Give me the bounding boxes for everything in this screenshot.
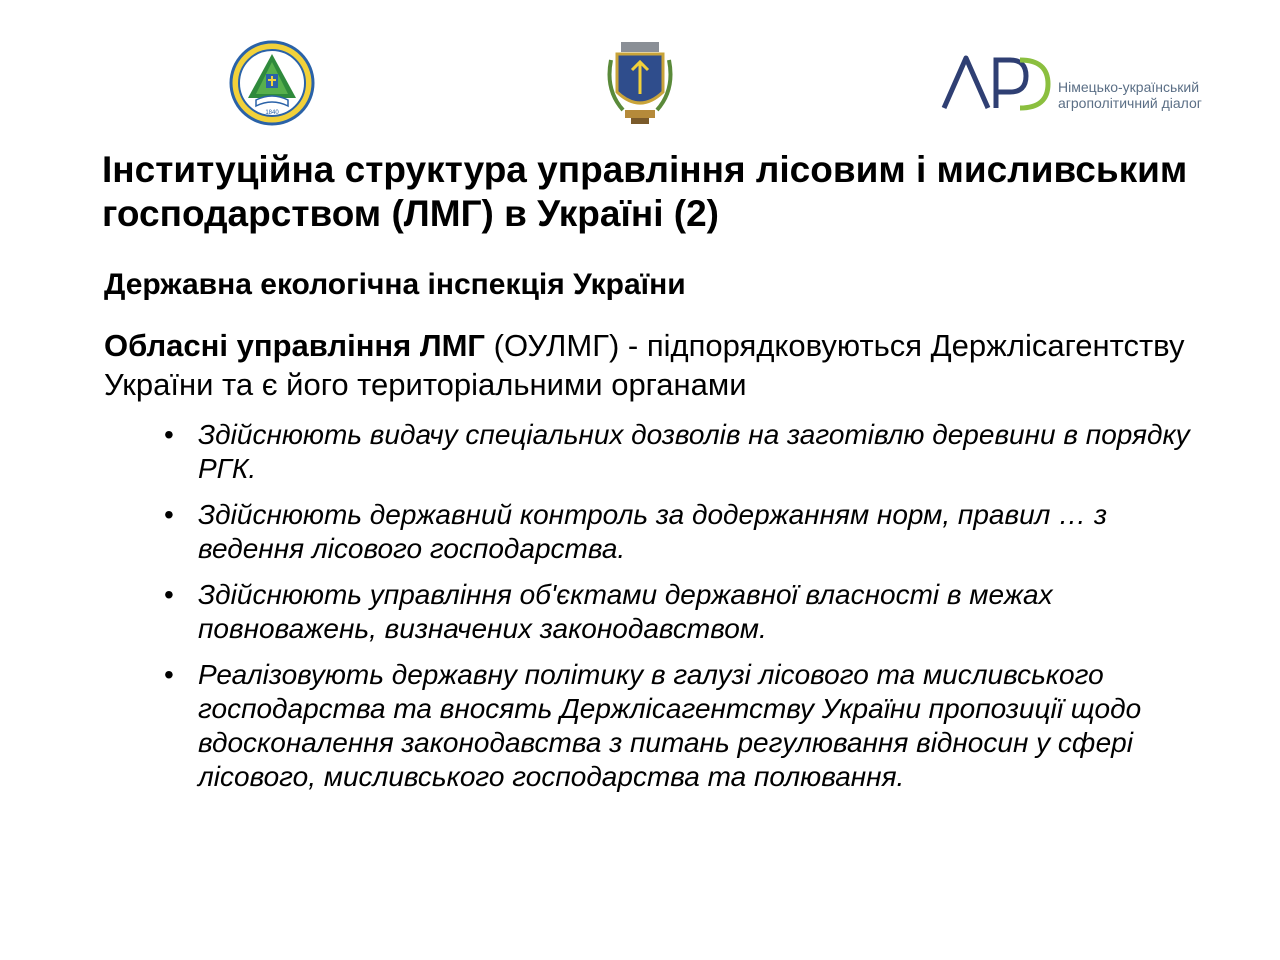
intro-paragraph [104, 326, 1224, 404]
paragraph-bold-text: Обласні управління ЛМГ [104, 328, 486, 363]
slide-subheading: Державна екологічна інспекція України [104, 268, 686, 301]
bullet-item [160, 418, 1200, 486]
bullet-dot-icon: • [164, 419, 174, 450]
bullet-item [160, 578, 1200, 646]
apd-caption-line1: Німецько-український [1058, 79, 1200, 95]
coat-of-arms-logo [603, 40, 677, 126]
emblem-year: 1840 [265, 110, 279, 116]
bullet-text: Здійснюють державний контроль за додержанням норм, правил … з ведення лісового господарства. [198, 499, 1108, 564]
bullet-text: Реалізовують державну політику в галузі лісового та мисливського господарства та вносять Держлісагентству України пропозиції щодо вдосконалення законодавства з питань регулювання відносин у сфері лісового, мисливського господарства та полювання. [198, 659, 1142, 792]
bullet-text: Здійснюють управління об'єктами державної власності в межах повноважень, визначених законодавством. [198, 579, 1053, 644]
bullet-dot-icon: • [164, 499, 174, 530]
bullet-dot-icon: • [164, 579, 174, 610]
bullet-list [160, 418, 1200, 806]
apd-caption-line2: агрополітичний діалог [1058, 95, 1202, 111]
university-emblem-logo [228, 40, 316, 126]
bullet-item [160, 658, 1200, 794]
bullet-dot-icon: • [164, 659, 174, 690]
bullet-item [160, 498, 1200, 566]
paragraph-rest-text: (ОУЛМГ) - підпорядковуються Держлісагентству України та є його територіальними органами [104, 328, 1185, 402]
bullet-text: Здійснюють видачу спеціальних дозволів на заготівлю деревини в порядку РГК. [198, 419, 1190, 484]
slide-title: Інституційна структура управління лісовим і мисливським господарством (ЛМГ) в Україні (2) [102, 149, 1188, 234]
apd-caption [1058, 79, 1202, 111]
